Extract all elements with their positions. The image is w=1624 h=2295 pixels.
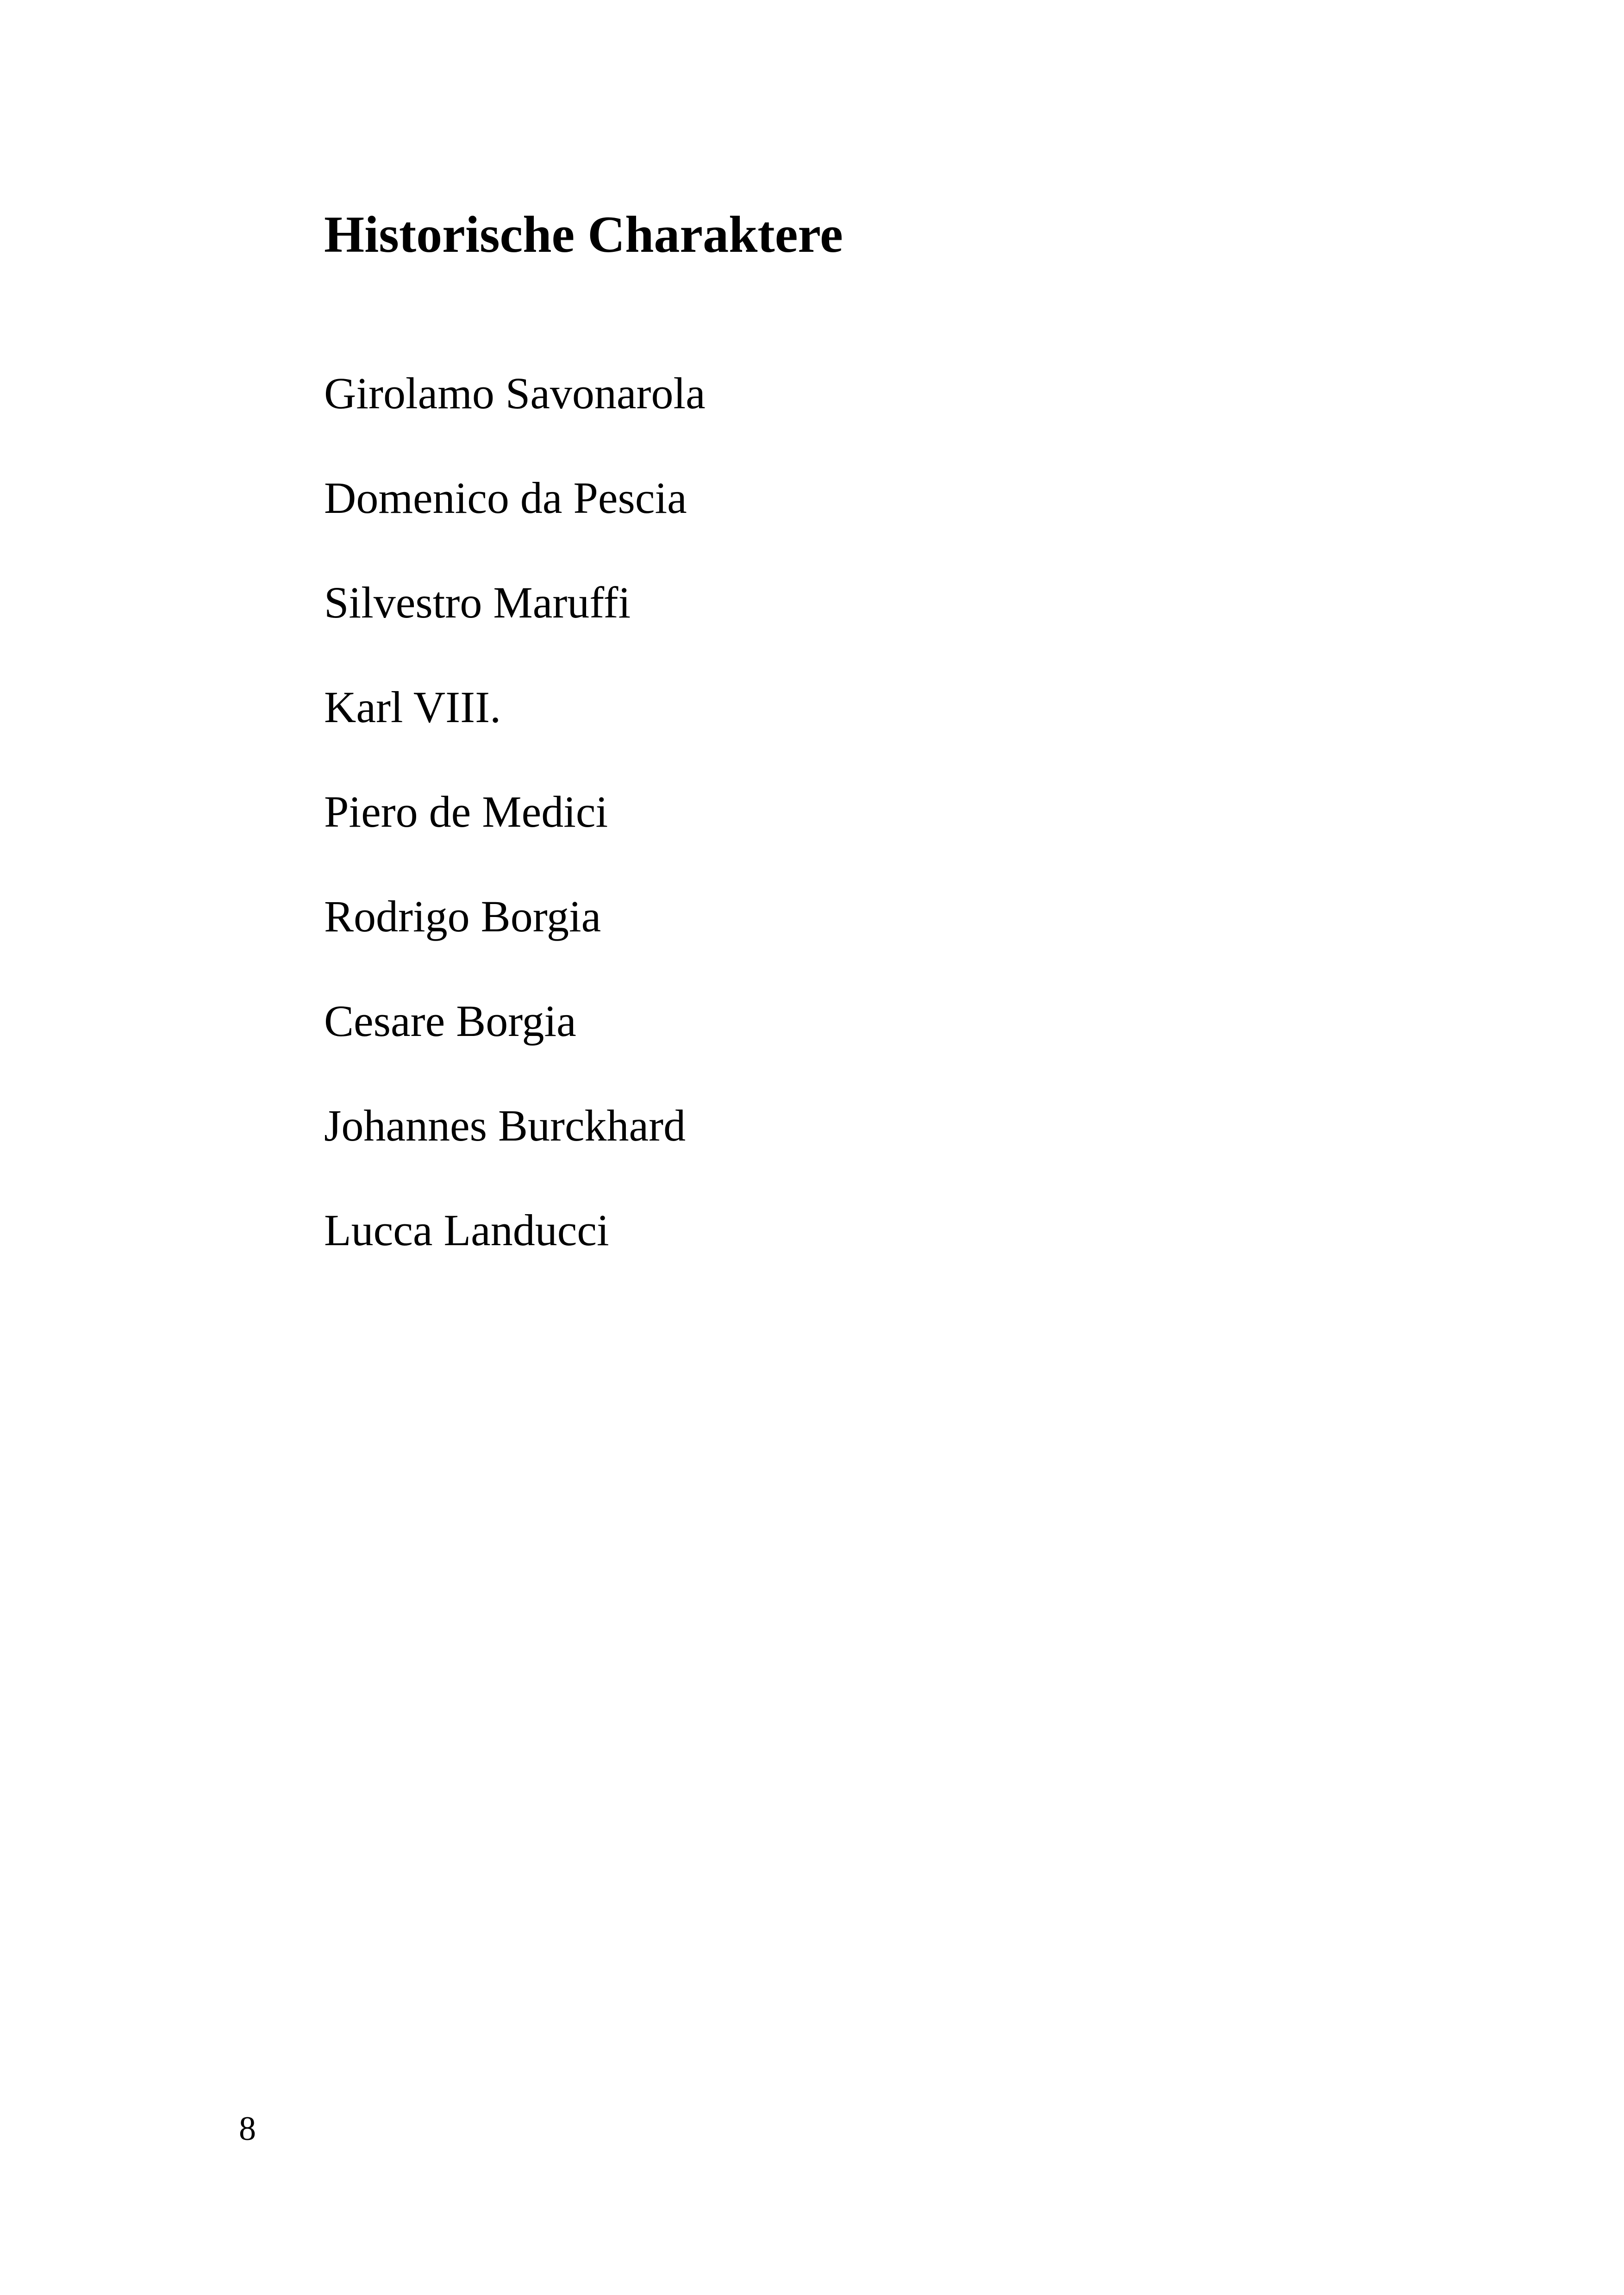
list-item: Cesare Borgia <box>324 996 576 1046</box>
list-item: Lucca Landucci <box>324 1205 609 1255</box>
list-item: Karl VIII. <box>324 682 501 732</box>
list-item: Silvestro Maruffi <box>324 578 631 627</box>
list-item: Rodrigo Borgia <box>324 892 601 941</box>
character-list <box>324 361 706 1303</box>
page-number: 8 <box>239 2110 256 2148</box>
list-item: Girolamo Savonarola <box>324 368 706 418</box>
page-title: Historische Charaktere <box>324 206 843 263</box>
list-item: Johannes Burckhard <box>324 1101 686 1150</box>
list-item: Piero de Medici <box>324 787 608 836</box>
list-item: Domenico da Pescia <box>324 473 687 523</box>
